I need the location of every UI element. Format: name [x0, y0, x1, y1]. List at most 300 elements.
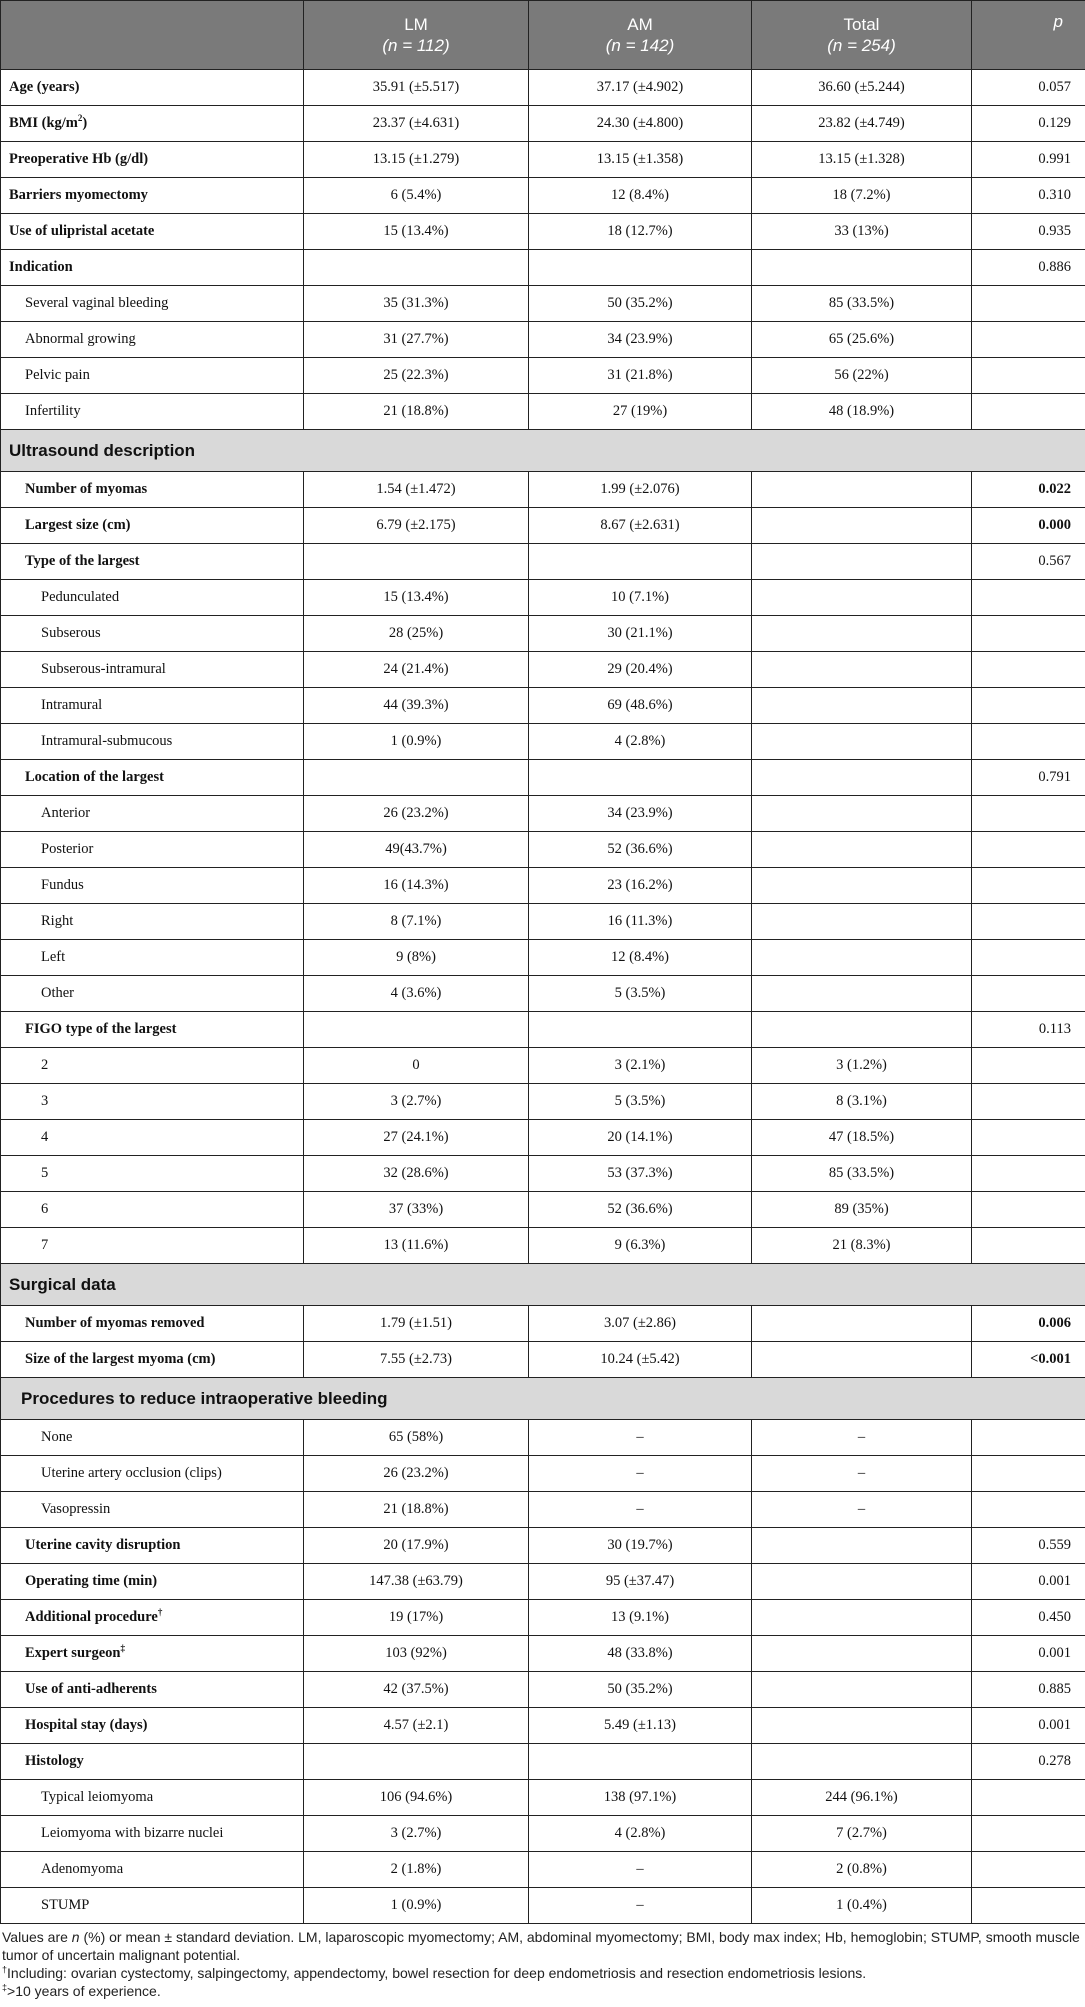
cell-p: 0.129: [972, 106, 1085, 142]
row-label-text: Intramural-submucous: [41, 733, 173, 749]
row-label: [1, 580, 304, 616]
cell-am: 5 (3.5%): [529, 976, 752, 1012]
cell-am: 50 (35.2%): [529, 286, 752, 322]
row-label-text: 4: [41, 1129, 49, 1145]
cell-am: 23 (16.2%): [529, 868, 752, 904]
row-label: [1, 1192, 304, 1228]
row-label-text: Age (years): [9, 79, 80, 95]
row-label-text: Right: [41, 913, 74, 929]
cell-lm: 6 (5.4%): [304, 178, 529, 214]
table-row: [1, 1636, 1085, 1672]
row-label-text: Uterine cavity disruption: [25, 1537, 181, 1553]
cell-p: 0.885: [972, 1672, 1085, 1708]
row-label-text: Subserous: [41, 625, 101, 641]
cell-lm: 21 (18.8%): [304, 394, 529, 430]
table-row: [1, 1228, 1085, 1264]
table-row: [1, 106, 1085, 142]
row-label-text: Size of the largest myoma (cm): [25, 1351, 216, 1367]
row-label-superscript: 2: [77, 113, 83, 124]
table-header: [1, 1, 1085, 70]
row-label: [1, 250, 304, 286]
cell-am: 34 (23.9%): [529, 322, 752, 358]
row-label-text: Several vaginal bleeding: [25, 295, 169, 311]
cell-p: [972, 1492, 1085, 1528]
cell-lm: 1.54 (±1.472): [304, 472, 529, 508]
cell-total: [752, 508, 972, 544]
row-label-text: STUMP: [41, 1897, 90, 1913]
cell-lm: 15 (13.4%): [304, 580, 529, 616]
cell-total: 36.60 (±5.244): [752, 70, 972, 106]
cell-p: [972, 1048, 1085, 1084]
footnote-dagger-text: Including: ovarian cystectomy, salpingectomy, appendectomy, bowel resection for deep endometriosis and resection endometriosis lesions.: [7, 1965, 867, 1981]
cell-p: 0.991: [972, 142, 1085, 178]
cell-total: 13.15 (±1.328): [752, 142, 972, 178]
cell-lm: 1 (0.9%): [304, 1888, 529, 1924]
row-label: [1, 1420, 304, 1456]
cell-am: 1.99 (±2.076): [529, 472, 752, 508]
table-row: [1, 616, 1085, 652]
row-label: [1, 1672, 304, 1708]
cell-lm: 4 (3.6%): [304, 976, 529, 1012]
section-title: Ultrasound description: [1, 430, 1085, 472]
row-label-text: Fundus: [41, 877, 84, 893]
cell-p: 0.001: [972, 1564, 1085, 1600]
cell-total: 85 (33.5%): [752, 286, 972, 322]
cell-am: 48 (33.8%): [529, 1636, 752, 1672]
cell-am: 9 (6.3%): [529, 1228, 752, 1264]
cell-p: 0.791: [972, 760, 1085, 796]
row-label: [1, 1306, 304, 1342]
cell-p: [972, 940, 1085, 976]
cell-p: [972, 1228, 1085, 1264]
cell-lm: 32 (28.6%): [304, 1156, 529, 1192]
cell-total: 47 (18.5%): [752, 1120, 972, 1156]
cell-am: 10 (7.1%): [529, 580, 752, 616]
cell-am: –: [529, 1420, 752, 1456]
row-label-text: Vasopressin: [41, 1501, 111, 1517]
footnote-values: [2, 1928, 1085, 1964]
table-body: [1, 70, 1085, 1924]
cell-lm: 37 (33%): [304, 1192, 529, 1228]
cell-lm: 25 (22.3%): [304, 358, 529, 394]
row-label: [1, 688, 304, 724]
row-label-text: 3: [41, 1093, 49, 1109]
row-label: [1, 796, 304, 832]
cell-total: 48 (18.9%): [752, 394, 972, 430]
row-label: [1, 1228, 304, 1264]
cell-lm: 49(43.7%): [304, 832, 529, 868]
table-row: [1, 322, 1085, 358]
cell-p: [972, 580, 1085, 616]
row-label-text: Histology: [25, 1753, 84, 1769]
cell-am: 53 (37.3%): [529, 1156, 752, 1192]
cell-total: [752, 904, 972, 940]
table-row: [1, 868, 1085, 904]
table-row: [1, 724, 1085, 760]
table-footnotes: [0, 1924, 1085, 2000]
row-label-text: Adenomyoma: [41, 1861, 124, 1877]
row-label: [1, 1492, 304, 1528]
footnote-ddagger: [2, 1982, 1085, 2000]
cell-lm: 103 (92%): [304, 1636, 529, 1672]
cell-p: [972, 1156, 1085, 1192]
header-total-label: Total: [843, 15, 880, 34]
cell-lm: 8 (7.1%): [304, 904, 529, 940]
cell-p: [972, 394, 1085, 430]
row-label: [1, 508, 304, 544]
row-label-text: 5: [41, 1165, 49, 1181]
cell-total: 7 (2.7%): [752, 1816, 972, 1852]
cell-lm: 7.55 (±2.73): [304, 1342, 529, 1378]
table-row: [1, 1780, 1085, 1816]
cell-lm: [304, 250, 529, 286]
cell-p: [972, 1852, 1085, 1888]
header-total: [752, 1, 972, 70]
row-label-text: Hospital stay (days): [25, 1717, 148, 1733]
cell-lm: 2 (1.8%): [304, 1852, 529, 1888]
table-row: [1, 544, 1085, 580]
cell-p: [972, 616, 1085, 652]
cell-total: [752, 1636, 972, 1672]
cell-p: 0.022: [972, 472, 1085, 508]
cell-total: [752, 724, 972, 760]
row-label-text: FIGO type of the largest: [25, 1021, 177, 1037]
row-label-text: Number of myomas removed: [25, 1315, 205, 1331]
cell-am: 30 (19.7%): [529, 1528, 752, 1564]
cell-p: [972, 1888, 1085, 1924]
cell-am: 138 (97.1%): [529, 1780, 752, 1816]
row-label: [1, 1852, 304, 1888]
cell-p: [972, 1120, 1085, 1156]
row-label-text: Infertility: [25, 403, 81, 419]
footnote-values-post: (%) or mean ± standard deviation. LM, laparoscopic myomectomy; AM, abdominal myomectomy; BMI, body max index; Hb, hemoglobin; STUMP, smooth muscle tumor of uncertain malignant potential.: [2, 1929, 1080, 1963]
section-title: Procedures to reduce intraoperative bleeding: [1, 1378, 1085, 1420]
row-label-suffix: ): [82, 115, 88, 131]
cell-am: [529, 760, 752, 796]
cell-lm: 28 (25%): [304, 616, 529, 652]
cell-p: [972, 358, 1085, 394]
cell-lm: 106 (94.6%): [304, 1780, 529, 1816]
cell-p: 0.450: [972, 1600, 1085, 1636]
row-label-text: Barriers myomectomy: [9, 187, 148, 203]
cell-total: 2 (0.8%): [752, 1852, 972, 1888]
row-label-text: Pedunculated: [41, 589, 120, 605]
header-total-n: (n = 254): [827, 36, 896, 55]
row-label-text: 2: [41, 1057, 49, 1073]
cell-p: 0.278: [972, 1744, 1085, 1780]
table-row: [1, 580, 1085, 616]
row-label: [1, 760, 304, 796]
row-label: [1, 142, 304, 178]
cell-lm: 4.57 (±2.1): [304, 1708, 529, 1744]
row-label: [1, 724, 304, 760]
footnote-dagger: [2, 1964, 1085, 1982]
cell-am: 3 (2.1%): [529, 1048, 752, 1084]
cell-p: 0.559: [972, 1528, 1085, 1564]
row-label-text: Expert surgeon: [25, 1645, 121, 1661]
section-header-row: [1, 430, 1085, 472]
row-label: [1, 1564, 304, 1600]
cell-am: 69 (48.6%): [529, 688, 752, 724]
cell-am: –: [529, 1456, 752, 1492]
cell-am: 29 (20.4%): [529, 652, 752, 688]
cell-am: 31 (21.8%): [529, 358, 752, 394]
table-row: [1, 1342, 1085, 1378]
cell-lm: 27 (24.1%): [304, 1120, 529, 1156]
cell-p: 0.310: [972, 178, 1085, 214]
cell-am: 30 (21.1%): [529, 616, 752, 652]
cell-am: –: [529, 1852, 752, 1888]
cell-p: [972, 688, 1085, 724]
row-label-superscript: †: [157, 1607, 163, 1618]
cell-p: [972, 832, 1085, 868]
row-label: [1, 976, 304, 1012]
table-row: [1, 1564, 1085, 1600]
row-label: [1, 832, 304, 868]
row-label: [1, 1456, 304, 1492]
row-label: [1, 544, 304, 580]
table-row: [1, 1492, 1085, 1528]
row-label: [1, 616, 304, 652]
cell-total: 3 (1.2%): [752, 1048, 972, 1084]
cell-lm: 19 (17%): [304, 1600, 529, 1636]
table-row: [1, 142, 1085, 178]
cell-am: 10.24 (±5.42): [529, 1342, 752, 1378]
row-label-text: Typical leiomyoma: [41, 1789, 154, 1805]
row-label-text: BMI (kg/m: [9, 115, 78, 131]
row-label: [1, 286, 304, 322]
cell-total: [752, 1306, 972, 1342]
cell-p: 0.886: [972, 250, 1085, 286]
cell-p: [972, 1816, 1085, 1852]
cell-p: 0.000: [972, 508, 1085, 544]
cell-total: [752, 1708, 972, 1744]
row-label-text: 6: [41, 1201, 49, 1217]
cell-lm: 26 (23.2%): [304, 1456, 529, 1492]
row-label: [1, 868, 304, 904]
cell-am: 13 (9.1%): [529, 1600, 752, 1636]
cell-am: –: [529, 1888, 752, 1924]
cell-lm: 20 (17.9%): [304, 1528, 529, 1564]
cell-total: [752, 580, 972, 616]
table-row: [1, 1192, 1085, 1228]
row-label-text: Use of anti-adherents: [25, 1681, 157, 1697]
row-label-text: Subserous-intramural: [41, 661, 166, 677]
cell-lm: [304, 544, 529, 580]
cell-lm: 1 (0.9%): [304, 724, 529, 760]
cell-p: [972, 1456, 1085, 1492]
row-label: [1, 652, 304, 688]
footnote-values-n: n: [71, 1929, 80, 1945]
row-label: [1, 322, 304, 358]
table-row: [1, 358, 1085, 394]
cell-total: [752, 760, 972, 796]
cell-p: 0.113: [972, 1012, 1085, 1048]
table-row: [1, 688, 1085, 724]
cell-total: [752, 1744, 972, 1780]
row-label-text: Operating time (min): [25, 1573, 158, 1589]
cell-lm: 24 (21.4%): [304, 652, 529, 688]
footnote-ddagger-mark: ‡: [2, 1982, 8, 1993]
cell-p: [972, 976, 1085, 1012]
cell-p: [972, 322, 1085, 358]
cell-am: 18 (12.7%): [529, 214, 752, 250]
cell-p: [972, 1780, 1085, 1816]
header-am: [529, 1, 752, 70]
cell-p: 0.567: [972, 544, 1085, 580]
cell-am: 16 (11.3%): [529, 904, 752, 940]
row-label: [1, 472, 304, 508]
cell-total: [752, 796, 972, 832]
header-variable: [1, 1, 304, 70]
table-row: [1, 1456, 1085, 1492]
row-label-text: Location of the largest: [25, 769, 164, 785]
cell-am: 52 (36.6%): [529, 832, 752, 868]
row-label: [1, 1816, 304, 1852]
table-row: [1, 394, 1085, 430]
table-row: [1, 70, 1085, 106]
row-label: [1, 940, 304, 976]
row-label: [1, 904, 304, 940]
cell-am: 27 (19%): [529, 394, 752, 430]
table-row: [1, 1420, 1085, 1456]
cell-lm: 147.38 (±63.79): [304, 1564, 529, 1600]
table-row: [1, 940, 1085, 976]
cell-lm: 35 (31.3%): [304, 286, 529, 322]
cell-total: [752, 1342, 972, 1378]
cell-p: [972, 796, 1085, 832]
row-label: [1, 1600, 304, 1636]
cell-total: 21 (8.3%): [752, 1228, 972, 1264]
row-label: [1, 1636, 304, 1672]
cell-total: [752, 832, 972, 868]
cell-lm: [304, 1744, 529, 1780]
cell-total: 23.82 (±4.749): [752, 106, 972, 142]
table-row: [1, 1048, 1085, 1084]
cell-p: 0.006: [972, 1306, 1085, 1342]
table-row: [1, 796, 1085, 832]
row-label-text: Anterior: [41, 805, 91, 821]
row-label: [1, 1708, 304, 1744]
cell-p: [972, 286, 1085, 322]
cell-lm: 0: [304, 1048, 529, 1084]
cell-p: [972, 1420, 1085, 1456]
cell-am: 13.15 (±1.358): [529, 142, 752, 178]
table-row: [1, 286, 1085, 322]
header-am-n: (n = 142): [605, 36, 675, 55]
row-label: [1, 1342, 304, 1378]
table-row: [1, 1156, 1085, 1192]
table-row: [1, 1672, 1085, 1708]
cell-am: 4 (2.8%): [529, 724, 752, 760]
cell-lm: 6.79 (±2.175): [304, 508, 529, 544]
cell-am: [529, 1744, 752, 1780]
header-lm-n: (n = 112): [382, 36, 450, 55]
row-label: [1, 358, 304, 394]
row-label: [1, 1120, 304, 1156]
table-row: [1, 214, 1085, 250]
cell-p: [972, 724, 1085, 760]
cell-lm: 44 (39.3%): [304, 688, 529, 724]
cell-total: [752, 976, 972, 1012]
cell-am: 50 (35.2%): [529, 1672, 752, 1708]
cell-p: 0.001: [972, 1708, 1085, 1744]
row-label-text: Use of ulipristal acetate: [9, 223, 155, 239]
row-label: [1, 106, 304, 142]
row-label-text: Number of myomas: [25, 481, 148, 497]
cell-lm: 26 (23.2%): [304, 796, 529, 832]
table-row: [1, 178, 1085, 214]
table-row: [1, 904, 1085, 940]
header-lm-label: LM: [404, 15, 428, 34]
row-label-text: Leiomyoma with bizarre nuclei: [41, 1825, 224, 1841]
table-row: [1, 1852, 1085, 1888]
cell-total: –: [752, 1492, 972, 1528]
table-row: [1, 1306, 1085, 1342]
footnote-dagger-mark: †: [2, 1964, 8, 1975]
cell-total: [752, 1600, 972, 1636]
table-row: [1, 976, 1085, 1012]
cell-lm: 31 (27.7%): [304, 322, 529, 358]
cell-total: [752, 1672, 972, 1708]
cell-total: [752, 250, 972, 286]
table-row: [1, 1816, 1085, 1852]
row-label-text: Posterior: [41, 841, 94, 857]
cell-lm: 1.79 (±1.51): [304, 1306, 529, 1342]
row-label: [1, 1012, 304, 1048]
cell-am: [529, 544, 752, 580]
header-lm: [304, 1, 529, 70]
table-row: [1, 1888, 1085, 1924]
cell-lm: 13.15 (±1.279): [304, 142, 529, 178]
cell-total: [752, 652, 972, 688]
cell-lm: 65 (58%): [304, 1420, 529, 1456]
section-header-row: [1, 1378, 1085, 1420]
cell-am: 5.49 (±1.13): [529, 1708, 752, 1744]
row-label-text: Uterine artery occlusion (clips): [41, 1465, 222, 1481]
cell-am: 12 (8.4%): [529, 178, 752, 214]
footnote-ddagger-text: >10 years of experience.: [7, 1983, 161, 1999]
table-row: [1, 1600, 1085, 1636]
cell-total: 18 (7.2%): [752, 178, 972, 214]
row-label-text: Additional procedure: [25, 1609, 158, 1625]
row-label: [1, 70, 304, 106]
row-label: [1, 1084, 304, 1120]
table-row: [1, 1528, 1085, 1564]
cell-total: –: [752, 1420, 972, 1456]
cell-total: 85 (33.5%): [752, 1156, 972, 1192]
cell-am: 12 (8.4%): [529, 940, 752, 976]
cell-total: 65 (25.6%): [752, 322, 972, 358]
row-label-text: Type of the largest: [25, 553, 140, 569]
table-row: [1, 508, 1085, 544]
header-am-label: AM: [627, 15, 653, 34]
row-label: [1, 1528, 304, 1564]
cell-lm: [304, 1012, 529, 1048]
table-row: [1, 1120, 1085, 1156]
cell-p: <0.001: [972, 1342, 1085, 1378]
row-label: [1, 178, 304, 214]
cell-total: [752, 688, 972, 724]
cell-p: [972, 1192, 1085, 1228]
table-row: [1, 1744, 1085, 1780]
section-header-row: [1, 1264, 1085, 1306]
row-label: [1, 1780, 304, 1816]
cell-total: [752, 868, 972, 904]
cell-p: [972, 1084, 1085, 1120]
cell-lm: 42 (37.5%): [304, 1672, 529, 1708]
cell-lm: 13 (11.6%): [304, 1228, 529, 1264]
